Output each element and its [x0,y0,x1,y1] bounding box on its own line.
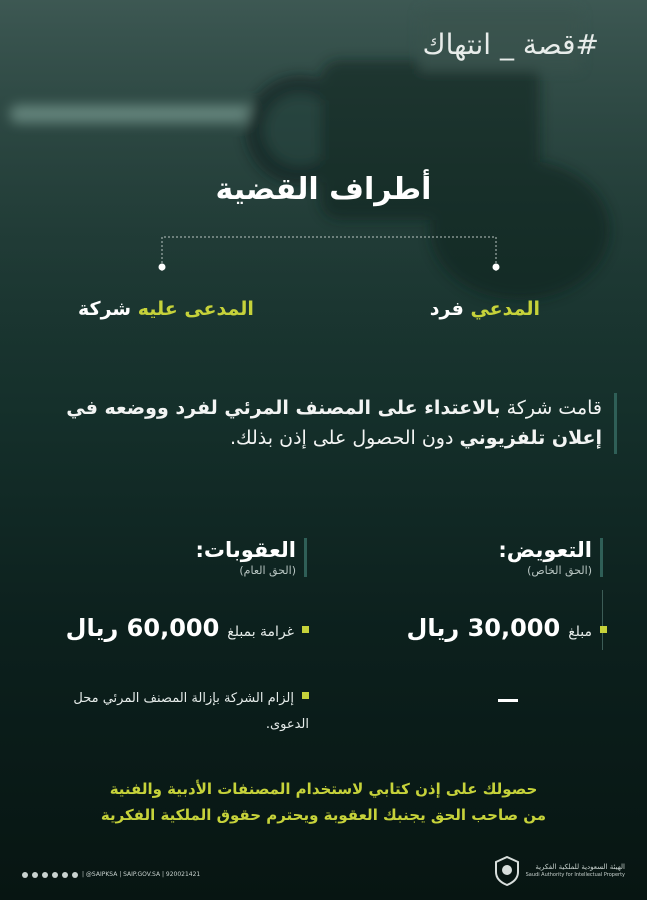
org-name [526,863,625,879]
call-to-action [0,776,647,829]
story-part-2: بالاعتداء على المصنف المرئي لفرد ووضعه في إعلان تلفزيوني [66,397,602,450]
plaintiff-label [430,298,540,320]
plaintiff-value: فرد [429,298,464,320]
snapchat-icon[interactable] [62,872,68,878]
youtube-icon[interactable] [52,872,58,878]
bullet-icon [302,626,309,633]
dash-mark [498,699,518,702]
org-name-en: Saudi Authority for Intellectual Property [525,872,625,879]
footer-handles: | @SAIPKSA | SAIP.GOV.SA | 920021421 [82,871,201,878]
page-title: أطراف القضية [215,172,432,207]
footer-contacts [22,871,200,878]
penalty-fine-prefix: غرامة بمبلغ [227,624,294,640]
penalties-title: العقوبات: [195,538,296,562]
facebook-icon[interactable] [22,872,28,878]
compensation-amount: 30,000 ريال [406,614,561,642]
penalties-subtitle: (الحق العام) [239,564,296,577]
compensation-subtitle: (الحق الخاص) [527,564,592,577]
compensation-item [407,614,607,642]
compensation-title: التعويض: [498,538,592,562]
penalty-fine-item [66,614,309,642]
story-part-3: دون الحصول على إذن بذلك. [229,427,460,450]
defendant-value: شركة [78,298,132,320]
instagram-icon[interactable] [42,872,48,878]
penalty-removal-item [49,686,309,738]
parties-connector-bracket [158,235,500,271]
compensation-heading [498,538,603,577]
cta-line-2: من صاحب الحق يجنبك العقوبة ويحترم حقوق الملكية الفكرية [100,806,547,825]
cta-line-1: حصولك على إذن كتابي لاستخدام المصنفات الأدبية والفنية [109,780,538,798]
linkedin-icon[interactable] [72,872,78,878]
hashtag-title: #قصة _ انتهاك [422,28,599,61]
plaintiff-role: المدعي [470,298,540,320]
bullet-icon [302,692,309,699]
case-story [32,393,617,454]
compensation-prefix: مبلغ [568,624,592,640]
bullet-icon [600,626,607,633]
saip-logo-icon [494,856,520,886]
penalty-removal-text: إلزام الشركة بإزالة المصنف المرئي محل الدعوى. [73,691,309,732]
twitter-icon[interactable] [32,872,38,878]
org-name-ar: الهيئة السعودية للملكية الفكرية [535,863,625,872]
penalty-fine-amount: 60,000 ريال [65,614,220,642]
defendant-role: المدعى عليه [137,298,254,320]
org-logo-block [494,856,625,886]
story-part-1: قامت شركة [500,397,602,419]
defendant-label [78,298,254,320]
penalties-heading [196,538,308,577]
